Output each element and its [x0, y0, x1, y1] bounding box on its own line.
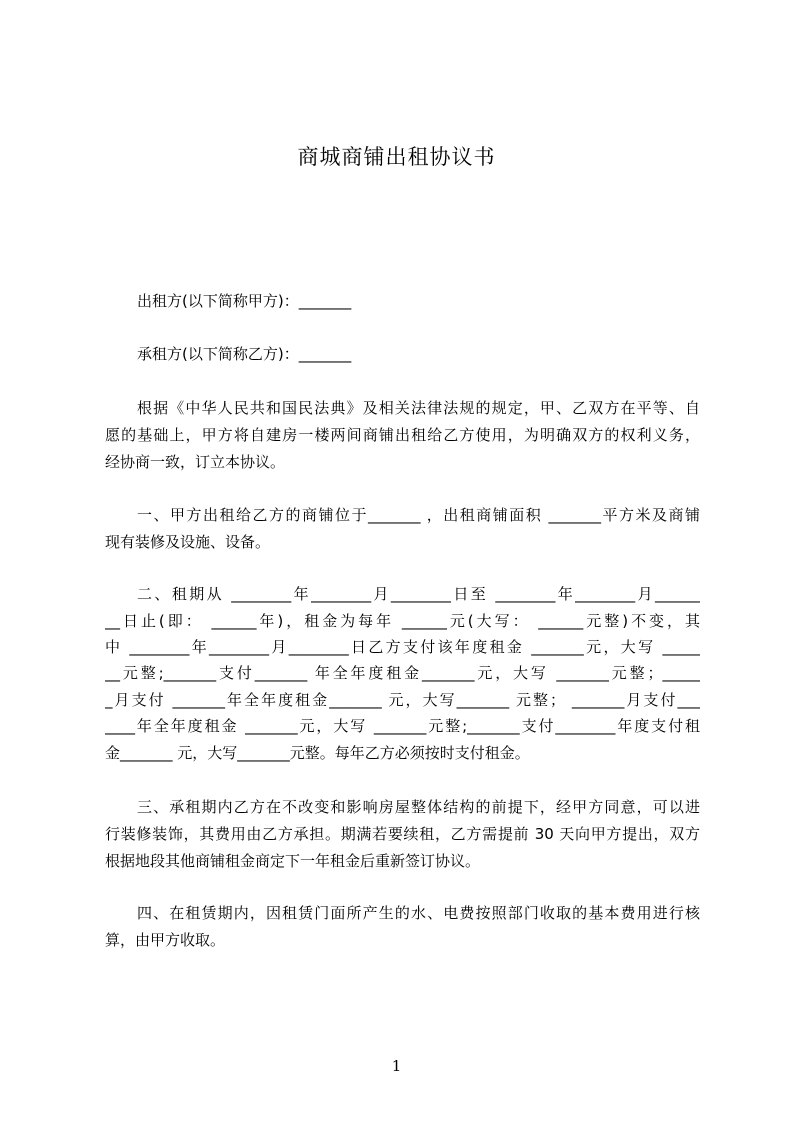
document-title: 商城商铺出租协议书: [297, 145, 496, 169]
clause-2-line: _月支付 _______年全年度租金_______ 元，大写_______ 元整； _______月支付___: [105, 691, 700, 709]
clause-2-line: __日止(即： ______年)，租金为每年 ______元(大写： ______元整)不变，其: [105, 612, 700, 630]
clause-3-line: 三、承租期内乙方在不改变和影响房屋整体结构的前提下，经甲方同意，可以进: [137, 798, 700, 816]
lessee-line: 承租方(以下简称乙方)：_______: [137, 345, 352, 363]
clause-1-line: 一、甲方出租给乙方的商铺位于_______ ，出租商铺面积 _______平方米及商铺: [137, 506, 700, 524]
clause-4-line: 算，由甲方收取。: [105, 931, 226, 949]
clause-1-line: 现有装修及设施、设备。: [105, 533, 271, 551]
preamble-line: 愿的基础上，甲方将自建房一楼两间商铺出租给乙方使用，为明确双方的权利义务，: [105, 426, 700, 444]
clause-4-line: 四、在租赁期内，因租赁门面所产生的水、电费按照部门收取的基本费用进行核: [137, 904, 700, 922]
clause-2-line: ____年全年度租金 _______元，大写 _______元整;_______支付________年度支付租: [105, 717, 700, 735]
clause-2-line: __元整;_______支付_______ 年全年度租金_______元，大写 _______元整；_____: [105, 664, 700, 682]
preamble-line: 经协商一致，订立本协议。: [105, 453, 286, 471]
preamble-line: 根据《中华人民共和国民法典》及相关法律法规的规定，甲、乙双方在平等、自: [137, 399, 700, 417]
clause-2-line: 中 ________年________月________日乙方支付该年度租金 _______元，大写 _____: [105, 638, 700, 656]
clause-3-line: 行装修装饰，其费用由乙方承担。期满若要续租，乙方需提前 30 天向甲方提出，双方: [105, 825, 700, 843]
clause-2-line: 金_______ 元，大写_______元整。每年乙方必须按时支付租金。: [105, 744, 530, 762]
clause-2-line: 二、租期从 ________年________月________日至 ________年________月______: [137, 585, 700, 603]
page-number: 1: [391, 1057, 402, 1075]
lessor-line: 出租方(以下简称甲方)：_______: [137, 292, 352, 310]
clause-3-line: 根据地段其他商铺租金商定下一年租金后重新签订协议。: [105, 852, 481, 870]
